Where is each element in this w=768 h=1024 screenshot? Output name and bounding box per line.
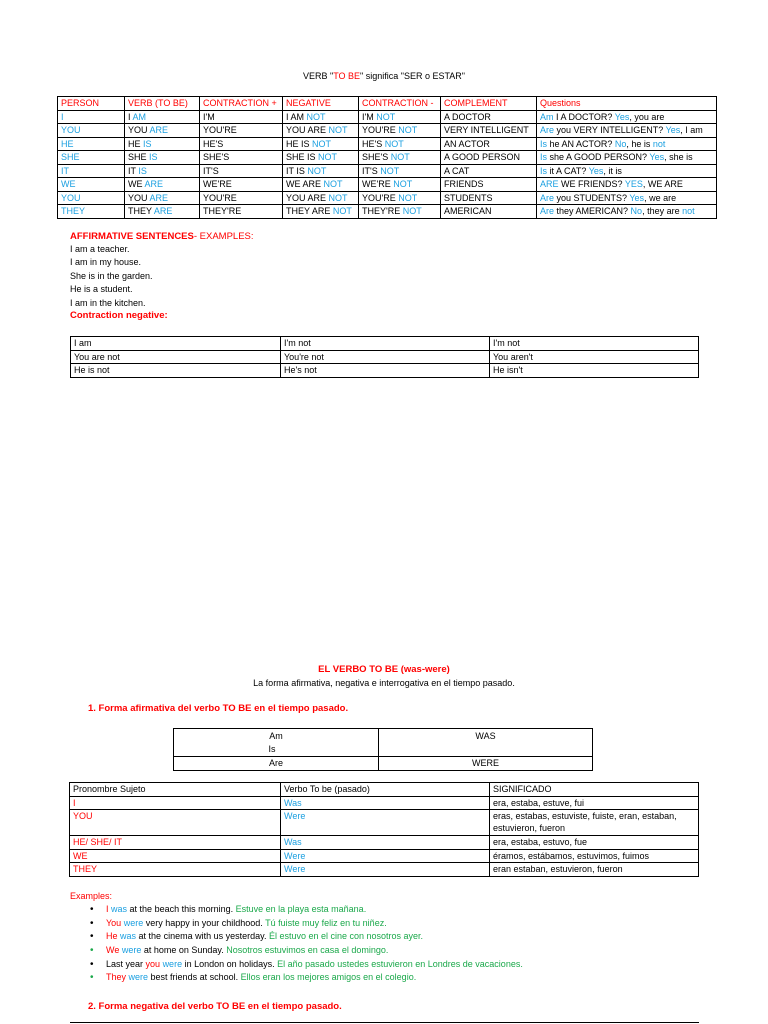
negative-cell: [283, 164, 359, 178]
answer-word: Yes: [665, 125, 681, 135]
affirmative-heading-rest: - EXAMPLES:: [193, 231, 254, 242]
meaning-cell: éramos, estábamos, estuvimos, fuimos: [490, 849, 699, 863]
example-verb: was: [111, 904, 128, 914]
header-questions: Questions: [537, 97, 717, 111]
complement-cell: A GOOD PERSON: [441, 151, 537, 165]
meaning-cell: era, estaba, estuve, fui: [490, 796, 699, 810]
verb-past-cell: Were: [281, 810, 490, 836]
question-verb: Is: [540, 152, 548, 162]
contraction-negative-table: [70, 336, 699, 378]
contraction-negative-base: YOU'RE: [362, 125, 399, 135]
negative-not: NOT: [307, 165, 327, 176]
question-verb: Am: [540, 111, 554, 122]
header-contraction-minus: CONTRACTION -: [359, 97, 441, 111]
contraction-negative-cell: [359, 137, 441, 151]
contraction-cell: I'M: [200, 110, 283, 124]
person-cell: I: [58, 110, 125, 124]
question-cell: [537, 178, 717, 192]
answer-word: Yes: [614, 111, 630, 122]
contraction-negative-cell: [359, 191, 441, 205]
contraction-negative-cell: [359, 164, 441, 178]
table-row: [70, 836, 699, 850]
example-translation: Nosotros estuvimos en casa el domingo.: [226, 945, 389, 956]
verb-form: AM: [132, 111, 147, 122]
list-item: [90, 917, 523, 931]
header-person: PERSON: [58, 97, 125, 111]
table-row: [70, 849, 699, 863]
contraction-negative-base: HE'S: [362, 138, 385, 149]
table-cell: You aren't: [490, 350, 699, 364]
table-row: [71, 364, 699, 378]
table-row: [58, 205, 717, 219]
table-cell: You're not: [281, 350, 490, 364]
person-cell: WE: [58, 178, 125, 192]
list-item: [90, 930, 523, 944]
person-cell: SHE: [58, 151, 125, 165]
contraction-negative-base: THEY'RE: [362, 206, 403, 216]
pronoun-cell: I: [70, 796, 281, 810]
title-text-pre: VERB ": [302, 71, 334, 81]
person-cell: THEY: [58, 205, 125, 219]
contraction-negative-heading: Contraction negative:: [70, 310, 168, 321]
question-body: he AN ACTOR?: [547, 138, 615, 149]
contraction-negative-not: NOT: [393, 179, 413, 189]
verb-past-cell: Were: [281, 849, 490, 863]
answer-body: , he is: [626, 138, 653, 149]
example-verb: were: [123, 917, 144, 928]
complement-cell: AMERICAN: [441, 205, 537, 219]
answer-body: , it is: [603, 165, 622, 176]
negative-base: IT IS: [286, 165, 308, 176]
table-row: [58, 191, 717, 205]
contraction-negative-base: WE'RE: [362, 179, 394, 189]
complement-cell: VERY INTELLIGENT: [441, 124, 537, 138]
contraction-negative-cell: [359, 151, 441, 165]
question-verb: Are: [540, 125, 555, 135]
table-row: [70, 863, 699, 877]
example-rest: at the beach this morning.: [127, 904, 236, 914]
example-sentence: I am in my house.: [70, 257, 142, 268]
verb-form: ARE: [153, 206, 173, 216]
person-cell: YOU: [58, 191, 125, 205]
complement-cell: A DOCTOR: [441, 110, 537, 124]
table-row: [58, 110, 717, 124]
past-pronoun-table: [69, 782, 699, 877]
example-subject: I: [106, 904, 109, 914]
was-were-table: [173, 728, 593, 771]
example-verb: was: [120, 931, 137, 942]
example-rest: very happy in your childhood.: [143, 917, 266, 928]
example-translation: Ellos eran los mejores amigos en el colegio.: [240, 972, 417, 983]
contraction-cell: IT'S: [200, 164, 283, 178]
example-translation: El año pasado ustedes estuvieron en Londres de vacaciones.: [277, 958, 523, 969]
header-negative: NEGATIVE: [283, 97, 359, 111]
table-header-row: [70, 783, 699, 797]
question-body: you VERY INTELLIGENT?: [554, 125, 666, 135]
table-cell: I'm not: [281, 337, 490, 351]
answer-body: , you are: [629, 111, 665, 122]
verb-subject: SHE: [128, 152, 150, 162]
table-top-border: [70, 1022, 699, 1023]
table-cell: I'm not: [490, 337, 699, 351]
example-verb: were: [128, 972, 149, 983]
answer-word: No: [630, 206, 643, 216]
complement-cell: A CAT: [441, 164, 537, 178]
example-sentence: I am a teacher.: [70, 244, 130, 254]
verb-subject: HE: [128, 138, 144, 149]
answer-body: , she is: [664, 152, 693, 162]
verb-past-cell: Was: [281, 796, 490, 810]
answer-body: , WE ARE: [642, 179, 683, 189]
negative-base: HE IS: [286, 138, 313, 149]
verb-form: IS: [143, 138, 152, 149]
verb-subject: YOU: [128, 192, 150, 203]
contraction-negative-not: NOT: [398, 192, 418, 203]
table-row: [71, 337, 699, 351]
verb-form: IS: [149, 152, 158, 162]
verb-cell: [125, 110, 200, 124]
contraction-negative-not: NOT: [384, 138, 404, 149]
example-subject: You: [106, 917, 122, 928]
to-be-conjugation-table: [57, 96, 717, 219]
contraction-negative-base: IT'S: [362, 165, 381, 176]
example-rest: at home on Sunday.: [141, 945, 227, 956]
table-row: [71, 350, 699, 364]
verb-past-cell: Was: [281, 836, 490, 850]
negative-not: NOT: [323, 179, 343, 189]
title-text-post: " significa "SER o ESTAR": [360, 71, 465, 81]
example-subject: you: [145, 958, 161, 969]
answer-word: No: [614, 138, 627, 149]
contraction-cell: YOU'RE: [200, 124, 283, 138]
example-rest: best friends at school.: [148, 972, 241, 983]
question-body: I A DOCTOR?: [553, 111, 615, 122]
contraction-cell: YOU'RE: [200, 191, 283, 205]
pronoun-cell: THEY: [70, 863, 281, 877]
negative-not: NOT: [318, 152, 338, 162]
verb-cell: [125, 137, 200, 151]
contraction-cell: THEY'RE: [200, 205, 283, 219]
negative-base: SHE IS: [286, 152, 319, 162]
pronoun-cell: YOU: [70, 810, 281, 836]
contraction-negative-not: NOT: [380, 165, 400, 176]
question-cell: [537, 205, 717, 219]
negative-cell: [283, 124, 359, 138]
meaning-cell: era, estaba, estuvo, fue: [490, 836, 699, 850]
contraction-cell: SHE'S: [200, 151, 283, 165]
table-cell: You are not: [71, 350, 281, 364]
example-verb: were: [162, 958, 183, 969]
header-verbo: Verbo To be (pasado): [281, 783, 490, 797]
negative-base: YOU ARE: [286, 192, 329, 203]
example-translation: Estuve en la playa esta mañana.: [235, 904, 367, 914]
table-cell: He is not: [71, 364, 281, 378]
answer-word: Yes: [649, 152, 665, 162]
are-cell: Are: [174, 757, 379, 771]
negative-cell: [283, 137, 359, 151]
answer-not: not: [682, 206, 695, 216]
were-cell: WERE: [379, 757, 593, 771]
am-label: Am: [269, 731, 283, 741]
affirmative-heading-bold: AFFIRMATIVE SENTENCES: [70, 231, 194, 242]
negative-base: WE ARE: [286, 179, 324, 189]
verb-cell: [125, 124, 200, 138]
example-rest: at the cinema with us yesterday.: [136, 931, 269, 942]
table-row: [58, 137, 717, 151]
question-cell: [537, 110, 717, 124]
contraction-cell: WE'RE: [200, 178, 283, 192]
negative-not: NOT: [328, 192, 348, 203]
question-body: they AMERICAN?: [554, 206, 631, 216]
verb-cell: [125, 191, 200, 205]
title-highlight: TO BE: [333, 71, 361, 81]
contraction-negative-not: NOT: [376, 111, 396, 122]
negative-base: I AM: [286, 111, 307, 122]
answer-word: Yes: [629, 192, 645, 203]
header-complement: COMPLEMENT: [441, 97, 537, 111]
table-row: [174, 757, 593, 771]
contraction-negative-cell: [359, 110, 441, 124]
table-header-row: [58, 97, 717, 111]
header-contraction-plus: CONTRACTION +: [200, 97, 283, 111]
contraction-negative-base: YOU'RE: [362, 192, 399, 203]
verb-subject: WE: [128, 179, 145, 189]
contraction-negative-not: NOT: [402, 206, 422, 216]
negative-base: YOU ARE: [286, 125, 329, 135]
answer-body: , they are: [642, 206, 683, 216]
affirmative-heading: [70, 231, 254, 242]
negative-base: THEY ARE: [286, 206, 333, 216]
table-row: [58, 151, 717, 165]
negative-not: NOT: [328, 125, 348, 135]
header-pronombre: Pronombre Sujeto: [70, 783, 281, 797]
verb-subject: I: [128, 111, 133, 122]
verb-cell: [125, 178, 200, 192]
contraction-negative-cell: [359, 124, 441, 138]
person-cell: YOU: [58, 124, 125, 138]
past-section-subtitle: La forma afirmativa, negativa e interrogativa en el tiempo pasado.: [253, 678, 515, 688]
answer-body: , I am: [680, 125, 703, 135]
example-rest: in London on holidays.: [182, 958, 278, 969]
was-cell: WAS: [379, 729, 593, 757]
verb-cell: [125, 205, 200, 219]
verb-cell: [125, 164, 200, 178]
answer-not: not: [652, 138, 666, 149]
question-body: you STUDENTS?: [554, 192, 630, 203]
table-row: [174, 729, 593, 757]
is-label: Is: [268, 743, 276, 754]
list-item: [90, 903, 523, 917]
negative-cell: [283, 110, 359, 124]
negative-not: NOT: [332, 206, 352, 216]
contraction-negative-not: NOT: [390, 152, 410, 162]
example-translation: Él estuvo en el cine con nosotros ayer.: [268, 931, 424, 942]
person-cell: HE: [58, 137, 125, 151]
example-sentence: I am in the kitchen.: [70, 297, 146, 308]
verb-form: ARE: [149, 125, 169, 135]
pronoun-cell: WE: [70, 849, 281, 863]
negative-not: NOT: [306, 111, 326, 122]
list-item: [90, 944, 523, 958]
question-body: WE FRIENDS?: [558, 179, 625, 189]
section-1-heading: 1. Forma afirmativa del verbo TO BE en el tiempo pasado.: [88, 703, 349, 714]
example-sentence: She is in the garden.: [70, 270, 153, 281]
complement-cell: STUDENTS: [441, 191, 537, 205]
affirmative-examples: [70, 243, 153, 310]
question-verb: Are: [540, 192, 555, 203]
list-item: [90, 971, 523, 985]
table-row: [58, 178, 717, 192]
question-verb: Is: [540, 165, 548, 176]
question-verb: Is: [540, 138, 548, 149]
table-row: [58, 124, 717, 138]
verb-subject: IT: [128, 165, 139, 176]
example-prefix: Last year: [106, 958, 146, 969]
table-row: [58, 164, 717, 178]
contraction-negative-base: I'M: [362, 111, 377, 122]
complement-cell: FRIENDS: [441, 178, 537, 192]
contraction-negative-not: NOT: [398, 125, 418, 135]
negative-not: NOT: [312, 138, 332, 149]
complement-cell: AN ACTOR: [441, 137, 537, 151]
section-2-heading: 2. Forma negativa del verbo TO BE en el tiempo pasado.: [88, 1001, 342, 1012]
question-body: it A CAT?: [547, 165, 589, 176]
meaning-cell: eras, estabas, estuviste, fuiste, eran, estaban, estuvieron, fueron: [490, 810, 699, 836]
verb-subject: THEY: [128, 206, 154, 216]
verb-past-cell: Were: [281, 863, 490, 877]
negative-cell: [283, 151, 359, 165]
table-cell: He isn't: [490, 364, 699, 378]
contraction-negative-base: SHE'S: [362, 152, 391, 162]
example-subject: They: [106, 972, 127, 983]
verb-form: ARE: [144, 179, 164, 189]
example-verb: were: [121, 945, 142, 956]
table-row: [70, 796, 699, 810]
example-translation: Tú fuiste muy feliz en tu niñez.: [265, 917, 387, 928]
contraction-negative-cell: [359, 205, 441, 219]
examples-list: [90, 903, 523, 985]
negative-cell: [283, 178, 359, 192]
question-verb: Are: [540, 206, 555, 216]
header-verb: VERB (TO BE): [125, 97, 200, 111]
am-is-cell: [174, 729, 379, 757]
verb-form: ARE: [149, 192, 169, 203]
pronoun-cell: HE/ SHE/ IT: [70, 836, 281, 850]
negative-cell: [283, 191, 359, 205]
question-cell: [537, 124, 717, 138]
answer-word: YES: [624, 179, 643, 189]
negative-cell: [283, 205, 359, 219]
header-significado: SIGNIFICADO: [490, 783, 699, 797]
question-cell: [537, 151, 717, 165]
question-verb: ARE: [540, 179, 559, 189]
question-cell: [537, 191, 717, 205]
table-cell: He's not: [281, 364, 490, 378]
answer-body: , we are: [644, 192, 677, 203]
verb-subject: YOU: [128, 125, 150, 135]
example-sentence: He is a student.: [70, 284, 133, 295]
contraction-negative-cell: [359, 178, 441, 192]
meaning-cell: eran estaban, estuvieron, fueron: [490, 863, 699, 877]
contraction-cell: HE'S: [200, 137, 283, 151]
question-cell: [537, 164, 717, 178]
examples-label: Examples:: [70, 891, 113, 901]
question-cell: [537, 137, 717, 151]
verb-cell: [125, 151, 200, 165]
person-cell: IT: [58, 164, 125, 178]
list-item: [90, 958, 523, 972]
table-row: [70, 810, 699, 836]
example-subject: He: [106, 931, 118, 942]
verb-form: IS: [138, 165, 147, 176]
table-cell: I am: [71, 337, 281, 351]
past-section-title: EL VERBO TO BE (was-were): [318, 664, 450, 675]
example-subject: We: [106, 945, 120, 956]
question-body: she A GOOD PERSON?: [547, 152, 650, 162]
page-title: [0, 71, 768, 81]
answer-word: Yes: [588, 165, 604, 176]
